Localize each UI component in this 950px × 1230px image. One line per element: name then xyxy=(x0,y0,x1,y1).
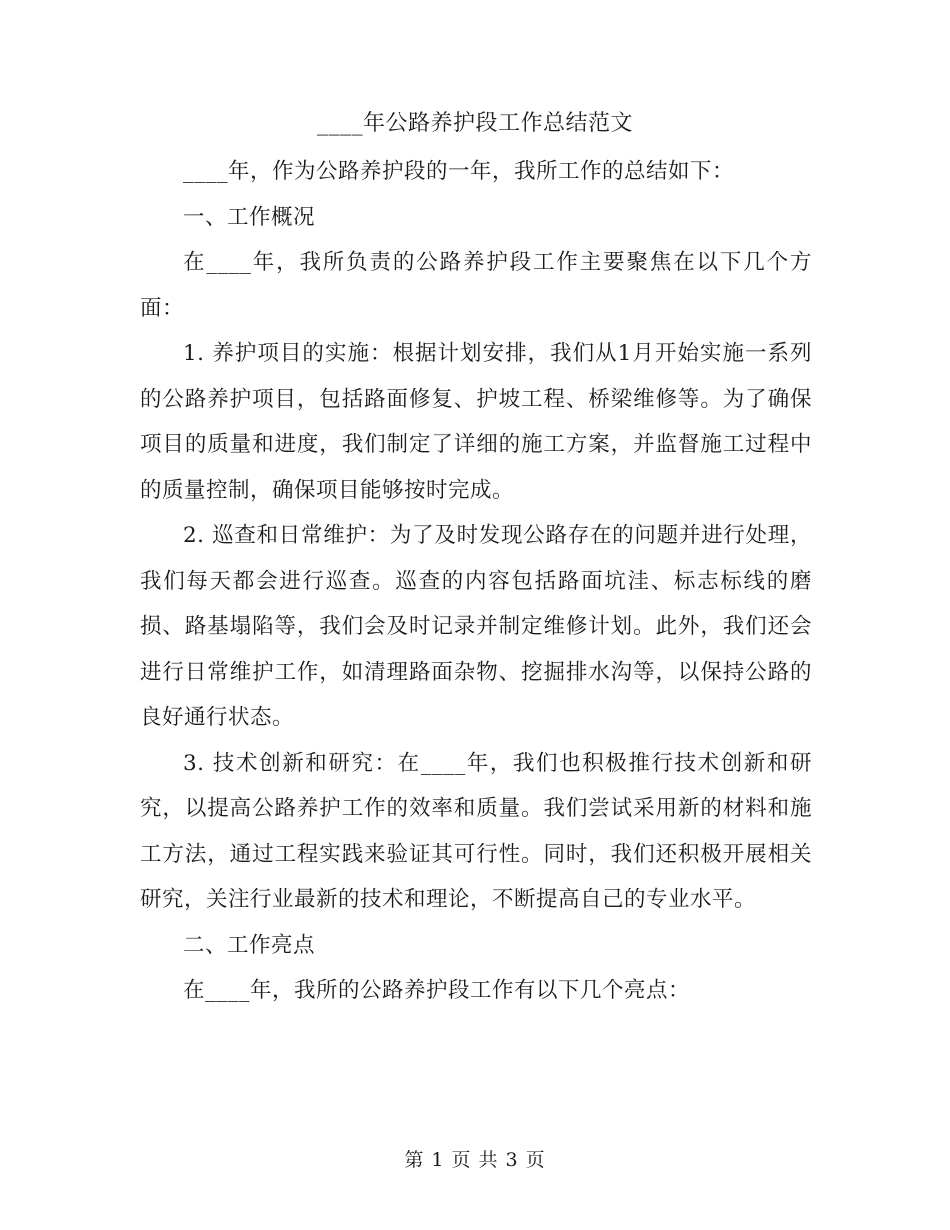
paragraph-item-3: 3. 技术创新和研究：在____年，我们也积极推行技术创新和研究，以提高公路养护工作的效率和质量。我们尝试采用新的材料和施工方法，通过工程实践来验证其可行性。同时，我们还积极开展相关研究，关注行业最新的技术和理论，不断提高自己的专业水平。 xyxy=(140,750,812,912)
paragraph-intro: ____年，作为公路养护段的一年，我所工作的总结如下： xyxy=(183,159,735,184)
section-heading-overview: 一、工作概况 xyxy=(183,204,316,230)
page-footer: 第 1 页 共 3 页 xyxy=(404,1149,546,1171)
paragraph-item-2: 2. 巡查和日常维护：为了及时发现公路存在的问题并进行处理，我们每天都会进行巡查。巡查的内容包括路面坑洼、标志标线的磨损、路基塌陷等，我们会及时记录并制定维修计划。此外，我们还会进行日常维护工作，如清理路面杂物、挖掘排水沟等，以保持公路的良好通行状态。 xyxy=(140,523,812,730)
document-title: ____年公路养护段工作总结范文 xyxy=(316,111,633,136)
paragraph-overview: 在____年，我所负责的公路养护段工作主要聚焦在以下几个方面： xyxy=(140,250,812,321)
document-body xyxy=(140,149,812,1014)
paragraph-item-1: 1. 养护项目的实施：根据计划安排，我们从1月开始实施一系列的公路养护项目，包括路面修复、护坡工程、桥梁维修等。为了确保项目的质量和进度，我们制定了详细的施工方案，并监督施工过程中的质量控制，确保项目能够按时完成。 xyxy=(140,341,812,503)
section-heading-highlights: 二、工作亮点 xyxy=(183,932,316,958)
paragraph-highlights: 在____年，我所的公路养护段工作有以下几个亮点： xyxy=(183,978,691,1003)
